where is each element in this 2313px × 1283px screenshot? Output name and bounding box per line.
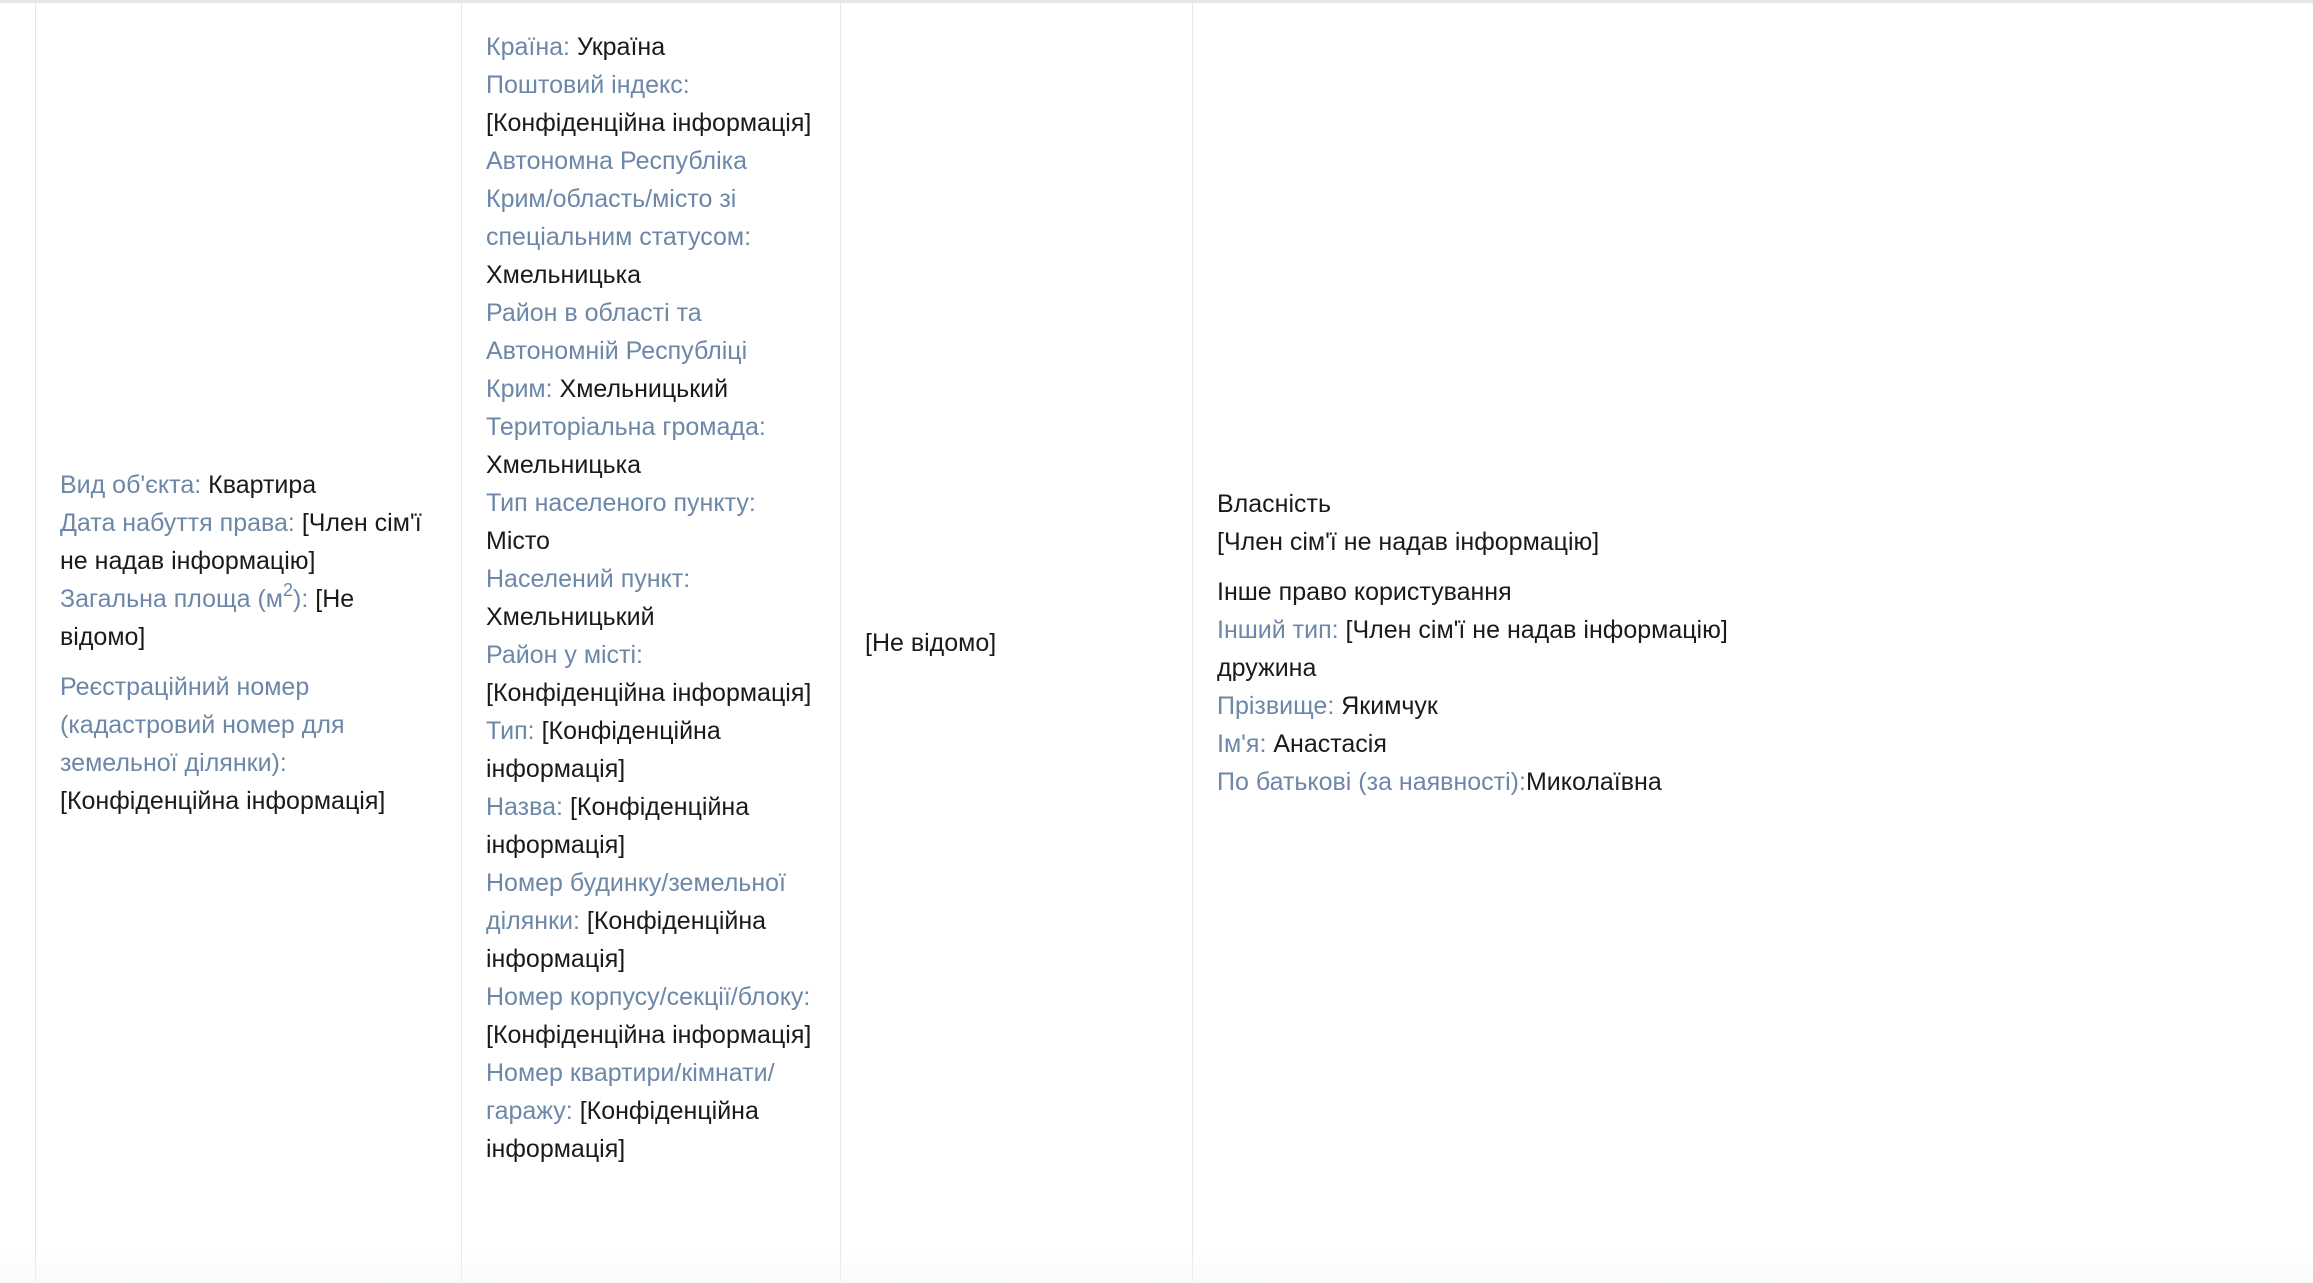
total-area-value: [Не відомо] <box>60 585 355 651</box>
address-value: [Конфіденційна інформація] <box>486 109 812 137</box>
address-field-city-district <box>486 636 816 712</box>
ownership-value: [Член сім'ї не надав інформацію] <box>1217 528 1600 556</box>
object-type-value: Квартира <box>208 471 317 499</box>
address-value: Місто <box>486 527 550 555</box>
address-value: [Конфіденційна інформація] <box>486 907 767 973</box>
total-area-field <box>60 580 437 656</box>
relation-value: дружина <box>1217 654 1317 682</box>
address-field-building-number <box>486 978 816 1054</box>
address-value: [Конфіденційна інформація] <box>486 1021 812 1049</box>
address-label: Населений пункт: <box>486 565 691 593</box>
address-label: Назва: <box>486 793 563 821</box>
name-label: Ім'я: <box>1217 730 1267 758</box>
address-field-district <box>486 294 816 408</box>
cost-value: [Не відомо] <box>865 629 997 657</box>
object-cell <box>36 3 462 1283</box>
surname-field <box>1217 687 2289 725</box>
total-area-label-superscript: 2 <box>283 579 294 600</box>
table-left-margin-cell <box>0 3 36 1283</box>
registration-number-value: [Конфіденційна інформація] <box>60 787 386 815</box>
address-label: Автономна Республіка Крим/область/місто зі спеціальним статусом: <box>486 147 752 251</box>
cost-cell <box>841 3 1193 1283</box>
address-value: Хмельницька <box>486 261 642 289</box>
address-label: Номер корпусу/секції/блоку: <box>486 983 811 1011</box>
total-area-label <box>60 579 309 613</box>
acquired-date-label: Дата набуття права: <box>60 509 295 537</box>
address-field-apartment-number <box>486 1054 816 1168</box>
address-label: Район у місті: <box>486 641 644 669</box>
address-value: Хмельницька <box>486 451 642 479</box>
address-label: Район в області та Автономній Республіці Крим: <box>486 299 748 403</box>
ownership-title: Власність <box>1217 490 1332 518</box>
address-field-street-type <box>486 712 816 788</box>
name-value: Анастасія <box>1273 730 1387 758</box>
other-type-label: Інший тип: <box>1217 616 1339 644</box>
object-type-label: Вид об'єкта: <box>60 471 202 499</box>
address-field-settlement-type <box>486 484 816 560</box>
other-type-field <box>1217 611 2289 649</box>
total-area-label-close: ): <box>293 585 309 613</box>
address-value: Україна <box>576 33 666 61</box>
name-field <box>1217 725 2289 763</box>
patronymic-field <box>1217 763 2289 801</box>
patronymic-value: Миколаївна <box>1525 768 1662 796</box>
rights-cell <box>1193 3 2313 1283</box>
object-type-field <box>60 466 437 504</box>
field-spacer <box>1217 561 2289 573</box>
patronymic-label: По батькові (за наявності): <box>1217 768 1526 796</box>
address-label: Поштовий індекс: <box>486 71 690 99</box>
address-label: Територіальна громада: <box>486 413 766 441</box>
address-value: [Конфіденційна інформація] <box>486 793 750 859</box>
registration-number-field <box>60 668 437 820</box>
address-field-house-number <box>486 864 816 978</box>
address-value: Хмельницький <box>486 603 655 631</box>
other-right-title: Інше право користування <box>1217 578 1512 606</box>
address-field-country <box>486 28 816 66</box>
address-field-region <box>486 142 816 294</box>
field-spacer <box>60 656 437 668</box>
registration-number-label: Реєстраційний номер (кадастровий номер для земельної ділянки): <box>60 673 345 777</box>
address-value: Хмельницький <box>559 375 729 403</box>
address-label: Тип населеного пункту: <box>486 489 756 517</box>
address-field-street-name <box>486 788 816 864</box>
other-type-value: [Член сім'ї не надав інформацію] <box>1345 616 1728 644</box>
address-label: Тип: <box>486 717 535 745</box>
address-field-community <box>486 408 816 484</box>
address-label: Номер будинку/земельної ділянки: <box>486 869 786 935</box>
address-field-postal-code <box>486 66 816 142</box>
acquired-date-field <box>60 504 437 580</box>
acquired-date-value: [Член сім'ї не надав інформацію] <box>60 509 422 575</box>
address-label: Країна: <box>486 33 570 61</box>
address-label: Номер квартири/кімнати/гаражу: <box>486 1059 775 1125</box>
address-value: [Конфіденційна інформація] <box>486 679 812 707</box>
surname-value: Якимчук <box>1341 692 1438 720</box>
address-value: [Конфіденційна інформація] <box>486 1097 759 1163</box>
address-field-settlement <box>486 560 816 636</box>
address-cell <box>462 3 841 1283</box>
surname-label: Прізвище: <box>1217 692 1335 720</box>
table-row <box>0 3 2313 1283</box>
total-area-label-text: Загальна площа (м <box>60 585 283 613</box>
address-value: [Конфіденційна інформація] <box>486 717 721 783</box>
